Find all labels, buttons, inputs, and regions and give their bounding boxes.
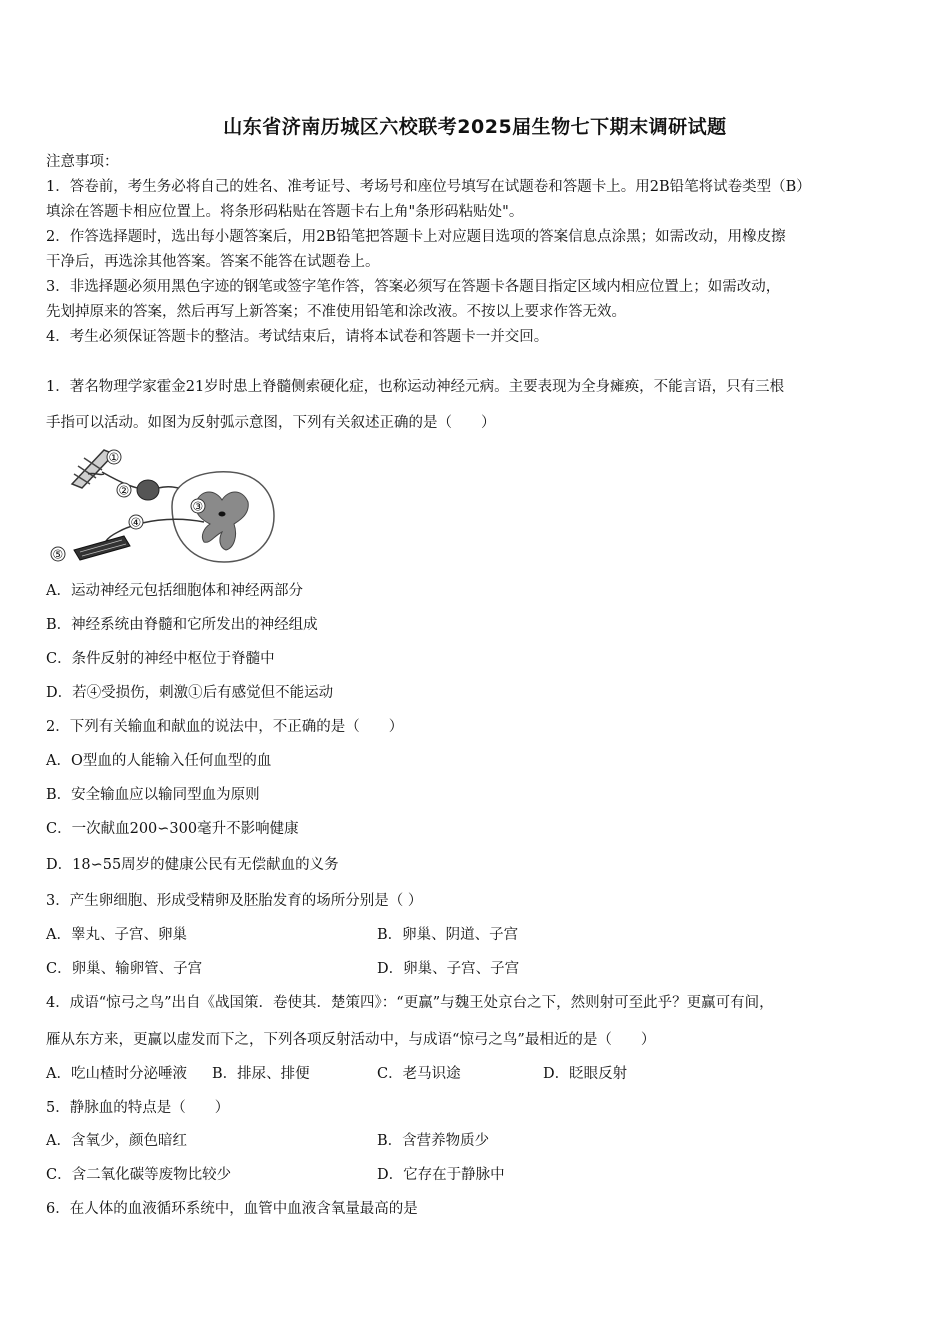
q1-option-a: A．运动神经元包括细胞体和神经两部分 xyxy=(46,583,303,599)
q4-option-c: C．老马识途 xyxy=(377,1066,461,1082)
notice-line: 填涂在答题卡相应位置上。将条形码粘贴在答题卡右上角"条形码粘贴处"。 xyxy=(46,204,524,220)
q3-option-d: D．卵巢、子宫、子宫 xyxy=(377,961,520,977)
q5-option-b: B．含营养物质少 xyxy=(377,1133,490,1149)
q2-stem: 2．下列有关输血和献血的说法中，不正确的是（ ） xyxy=(46,719,404,735)
notice-heading: 注意事项： xyxy=(46,154,119,170)
q3-option-c: C．卵巢、输卵管、子宫 xyxy=(46,961,203,977)
label-3: ③ xyxy=(192,499,204,514)
notice-line: 4．考生必须保证答题卡的整洁。考试结束后，请将本试卷和答题卡一并交回。 xyxy=(46,329,549,345)
q4-option-a: A．吃山楂时分泌唾液 xyxy=(46,1066,187,1082)
q5-option-a: A．含氧少，颜色暗红 xyxy=(46,1133,187,1149)
q1-stem: 1．著名物理学家霍金21岁时患上脊髓侧索硬化症，也称运动神经元病。主要表现为全身瘫痪，不能言语，只有三根 xyxy=(46,379,785,395)
q6-stem: 6．在人体的血液循环系统中，血管中血液含氧量最高的是 xyxy=(46,1201,418,1217)
q3-option-b: B．卵巢、阴道、子宫 xyxy=(377,927,519,943)
notice-line: 先划掉原来的答案，然后再写上新答案；不准使用铅笔和涂改液。不按以上要求作答无效。 xyxy=(46,304,626,320)
notice-line: 1．答卷前，考生务必将自己的姓名、准考证号、考场号和座位号填写在试题卷和答题卡上。用2B铅笔将试卷类型（B） xyxy=(46,179,811,195)
q1-option-b: B．神经系统由脊髓和它所发出的神经组成 xyxy=(46,617,318,633)
page-title: 山东省济南历城区六校联考2025届生物七下期末调研试题 xyxy=(223,116,727,138)
q2-option-b: B．安全输血应以输同型血为原则 xyxy=(46,787,260,803)
q2-option-c: C．一次献血200∽300毫升不影响健康 xyxy=(46,821,299,837)
label-5: ⑤ xyxy=(52,547,64,562)
q4-option-d: D．眨眼反射 xyxy=(543,1066,628,1082)
notice-line: 2．作答选择题时，选出每小题答案后，用2B铅笔把答题卡上对应题目选项的答案信息点涂黑；如需改动，用橡皮擦 xyxy=(46,229,786,245)
q5-stem: 5．静脉血的特点是（ ） xyxy=(46,1100,230,1116)
q2-option-a: A．O型血的人能输入任何血型的血 xyxy=(46,753,272,769)
q4-option-b: B．排尿、排便 xyxy=(212,1066,310,1082)
q2-option-d: D．18∽55周岁的健康公民有无偿献血的义务 xyxy=(46,857,339,873)
q5-option-c: C．含二氧化碳等废物比较少 xyxy=(46,1167,232,1183)
label-1: ① xyxy=(108,450,120,465)
label-4: ④ xyxy=(130,515,142,530)
q5-option-d: D．它存在于静脉中 xyxy=(377,1167,505,1183)
q3-option-a: A．睾丸、子宫、卵巢 xyxy=(46,927,187,943)
q1-option-d: D．若④受损伤，刺激①后有感觉但不能运动 xyxy=(46,685,334,701)
notice-line: 干净后，再选涂其他答案。答案不能答在试题卷上。 xyxy=(46,254,380,270)
reflex-arc-figure xyxy=(44,444,279,572)
q1-stem-cont: 手指可以活动。如图为反射弧示意图，下列有关叙述正确的是（ ） xyxy=(46,415,496,431)
ganglion-shape xyxy=(137,480,159,500)
q4-stem: 4．成语“惊弓之鸟”出自《战国策．卷使其．楚策四》：“更赢”与魏王处京台之下，然则射可至此乎？更赢可有间， xyxy=(46,995,774,1011)
notice-line: 3．非选择题必须用黑色字迹的钢笔或签字笔作答，答案必须写在答题卡各题目指定区域内相应位置上；如需改动， xyxy=(46,279,781,295)
q3-stem: 3．产生卵细胞、形成受精卵及胚胎发育的场所分别是（ ） xyxy=(46,893,423,909)
effector-muscle xyxy=(74,536,130,560)
q4-stem-cont: 雁从东方来，更赢以虚发而下之，下列各项反射活动中，与成语“惊弓之鸟”最相近的是（ ） xyxy=(46,1032,656,1048)
q1-option-c: C．条件反射的神经中枢位于脊髓中 xyxy=(46,651,275,667)
spinal-cord-shape xyxy=(172,472,274,562)
label-2: ② xyxy=(118,483,130,498)
